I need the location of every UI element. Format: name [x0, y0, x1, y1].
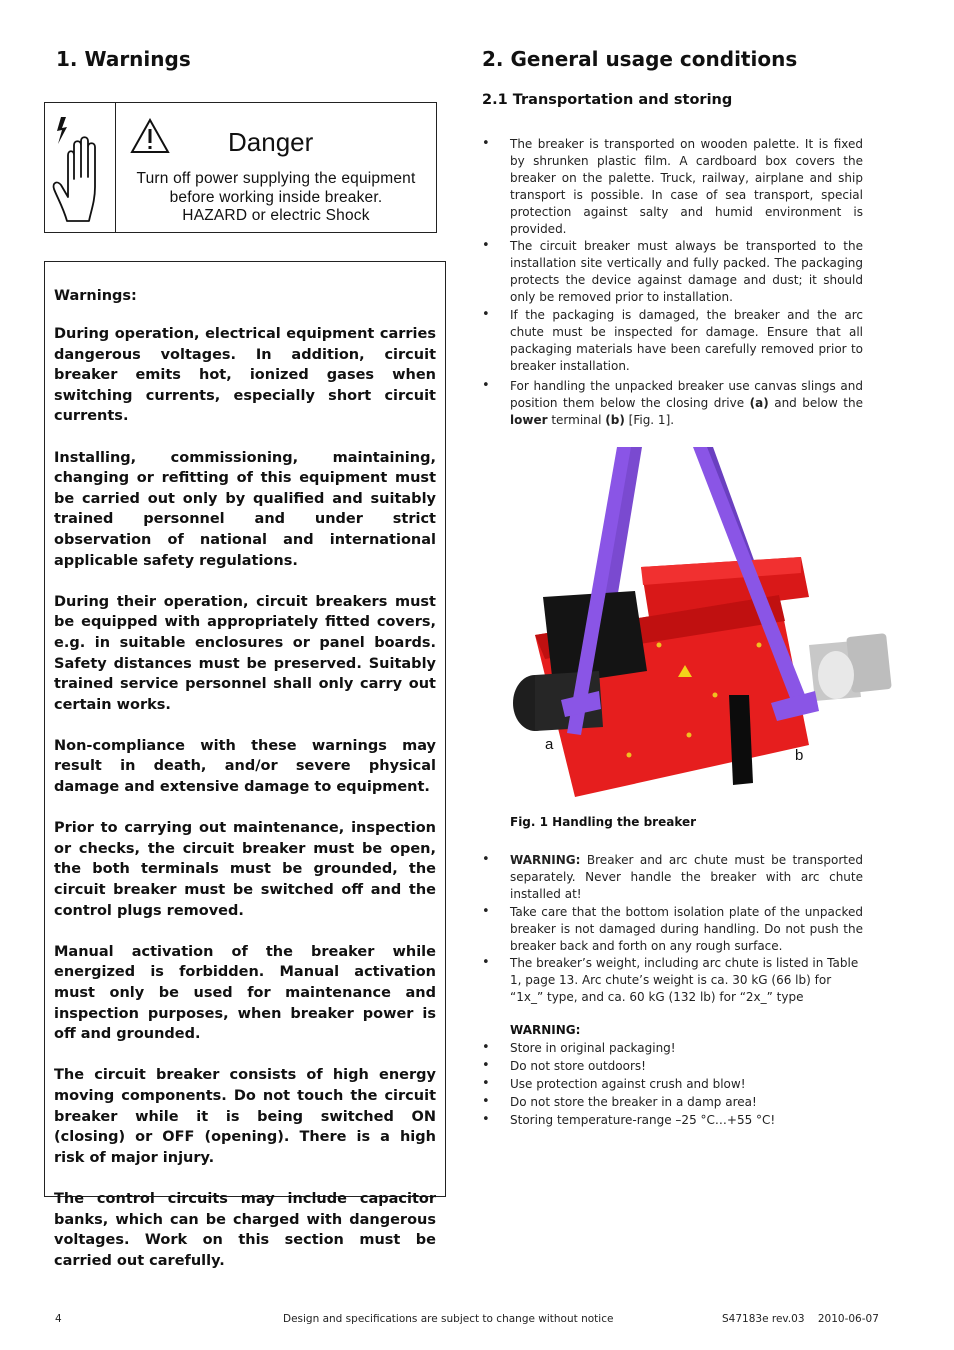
breaker-photo — [509, 445, 892, 805]
list-item: • Do not store the breaker in a damp area! — [482, 1094, 863, 1111]
warning-paragraph: Installing, commissioning, maintaining, changing or refitting of this equipment must be carried out only by qualified and suitably trained personnel and under strict observation of national and international applicable safety regulations. — [54, 449, 436, 569]
warnings-title: Warnings: — [54, 288, 137, 304]
storage-list — [482, 1040, 863, 1129]
label-b-ref: (b) — [605, 412, 625, 427]
hand-electric-shock-icon — [49, 109, 111, 227]
warning-paragraph: During their operation, circuit breakers must be equipped with appropriately fitted covers, e.g. in suitable enclosures or panel boards. Safety distances must be preserved. Suitably trained service personnel shall only carry out certain works. — [54, 593, 436, 713]
danger-title: Danger — [228, 127, 314, 157]
danger-line: Turn off power supplying the equipment — [136, 170, 416, 187]
list-item: • Take care that the bottom isolation plate of the unpacked breaker is not damaged during handling. Do not push the breaker back and forth on any rough surface. — [482, 904, 863, 955]
terminal-box — [729, 695, 753, 785]
list-item: • Store in original packaging! — [482, 1040, 863, 1057]
warning-triangle-icon — [130, 118, 170, 154]
warning-paragraph: The circuit breaker consists of high energy moving components. Do not touch the circuit breaker while it is being switched ON (closing) or OFF (opening). There is a high risk of major injury. — [54, 1067, 436, 1166]
section-1-heading: 1. Warnings — [56, 47, 191, 71]
danger-label — [44, 102, 437, 233]
warning-paragraph: The control circuits may include capacitor banks, which can be charged with dangerous voltages. Work on this section must be carried out carefully. — [54, 1190, 436, 1269]
danger-text — [116, 170, 436, 226]
list-item: • The circuit breaker must always be transported to the installation site vertically and fully packed. The packaging protects the device against damage and dust; it should only be removed prior to installation. — [482, 238, 863, 306]
list-item: • If the packaging is damaged, the breaker and the arc chute must be inspected for damage. Ensure that all packaging materials have been carefully removed prior to breaker installation. — [482, 307, 863, 375]
warning-label: WARNING: — [510, 853, 581, 867]
handling-list — [482, 852, 863, 1006]
text: For handling the unpacked breaker use canvas slings and position them below the closing drive — [510, 378, 863, 410]
danger-line: before working inside breaker. — [169, 188, 383, 206]
warning-paragraph: Non-compliance with these warnings may result in death, and/or severe physical damage and extensive damage to equipment. — [54, 737, 436, 796]
text: Breaker and arc chute must be transported separately. Never handle the breaker with arc chute installed at! — [510, 853, 863, 901]
figure-label-a: a — [545, 736, 554, 753]
lower-emphasis: lower — [510, 412, 548, 427]
subsection-heading: 2.1 Transportation and storing — [482, 92, 733, 108]
figure-caption: Fig. 1 Handling the breaker — [510, 815, 697, 829]
list-item: • Use protection against crush and blow! — [482, 1076, 863, 1093]
list-item: • Storing temperature-range –25 °C…+55 °C! — [482, 1112, 863, 1129]
warning-paragraph: During operation, electrical equipment carries dangerous voltages. In addition, circuit breaker emits hot, ionized gases when switching currents, especially short circuit currents. — [54, 326, 436, 425]
text: [Fig. 1]. — [624, 412, 675, 427]
figure-label-b: b — [795, 747, 804, 764]
section-2-heading: 2. General usage conditions — [482, 47, 798, 71]
list-item: • The breaker’s weight, including arc chute is listed in Table 1, page 13. Arc chute’s weight is ca. 30 kG (66 lb) for “1x_” type, and ca. 60 kG (132 lb) for “2x_” type — [482, 955, 863, 1006]
danger-line: HAZARD or electric Shock — [182, 207, 370, 224]
list-item: • The breaker is transported on wooden palette. It is fixed by shrunken plastic film. A cardboard box covers the breaker on the palette. Truck, railway, airplane and ship transport is possible. In case of sea transport, special protection against salty and humid environment is provided. — [482, 136, 863, 237]
document-reference: S47183e rev.03 2010-06-07 — [722, 1313, 879, 1325]
storage-warning-label: WARNING: — [510, 1023, 581, 1037]
warning-paragraph: Prior to carrying out maintenance, inspection or checks, the circuit breaker must be open, the both terminals must be grounded, the circuit breaker must be switched off and the control plugs removed. — [54, 820, 436, 919]
text: and below the — [768, 395, 864, 410]
list-item: • Do not store outdoors! — [482, 1058, 863, 1075]
page-number: 4 — [55, 1313, 62, 1325]
warning-paragraph: Manual activation of the breaker while energized is forbidden. Manual activation must only be used for maintenance and inspection purposes, when breaker power is off and grounded. — [54, 943, 436, 1043]
footer-notice: Design and specifications are subject to change without notice — [283, 1313, 614, 1325]
label-a-ref: (a) — [749, 395, 769, 410]
list-item — [482, 378, 863, 429]
list-item — [482, 852, 863, 903]
text: terminal — [547, 412, 606, 427]
transport-list — [482, 136, 863, 428]
warnings-box — [44, 261, 446, 1269]
